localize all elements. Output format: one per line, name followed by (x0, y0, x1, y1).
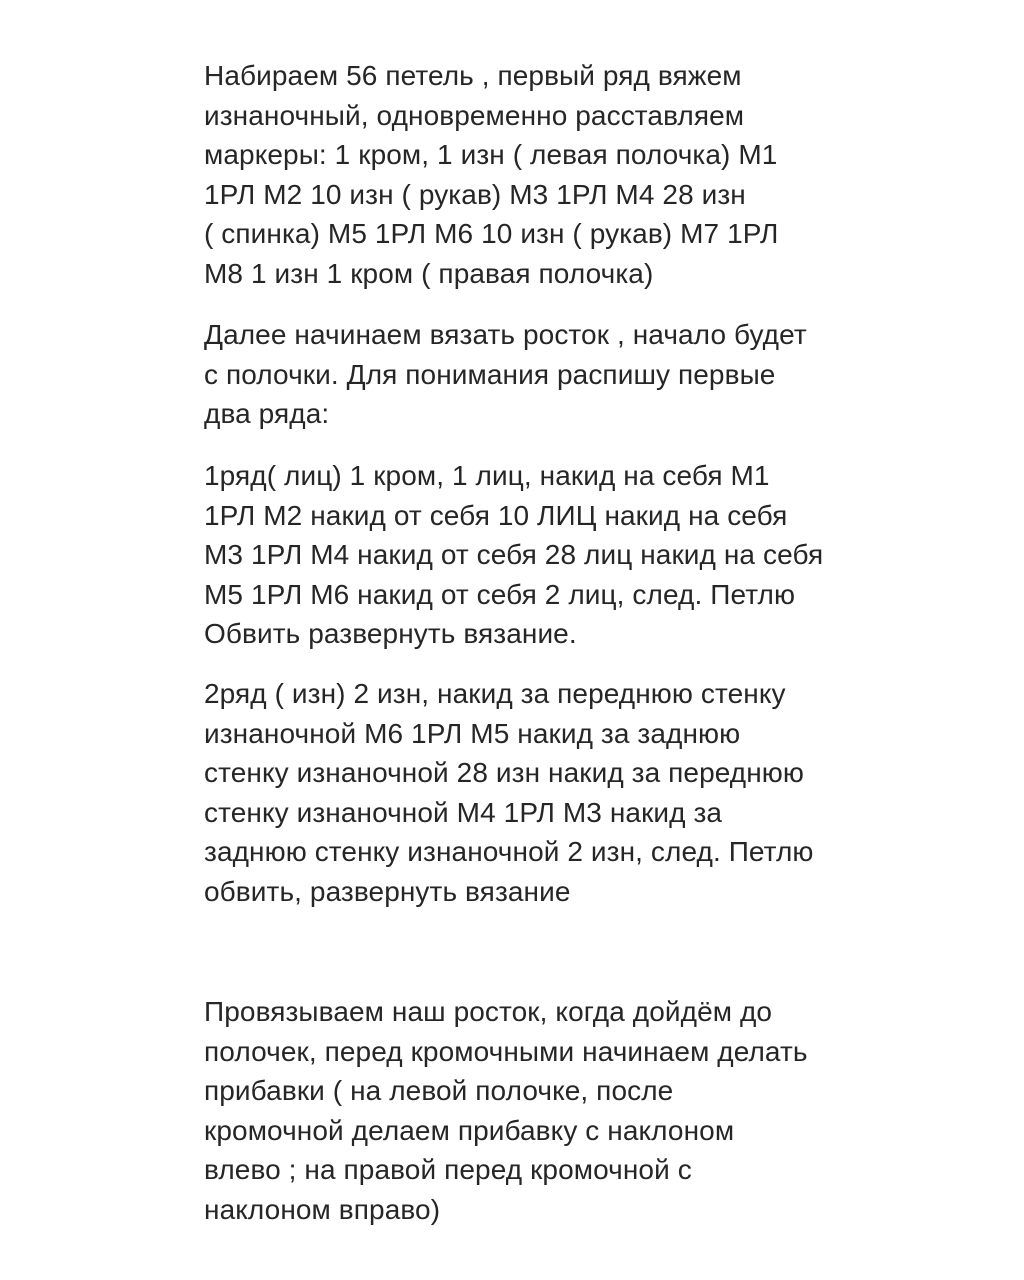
paragraph-row-1 (204, 456, 844, 654)
text-line: 2ряд ( изн) 2 изн, накид за переднюю стенку (204, 678, 786, 709)
text-line: 1РЛ М2 накид от себя 10 ЛИЦ накид на себя (204, 499, 788, 531)
text-line: с полочки. Для понимания распишу первые (204, 358, 776, 390)
text-line: маркеры: 1 кром, 1 изн ( левая полочка) М1 (204, 139, 778, 170)
text-line: Далее начинаем вязать росток , начало будет (204, 319, 807, 350)
text-line: наклоном вправо) (204, 1193, 441, 1225)
text-line: Провязываем наш росток, когда дойдём до (204, 996, 773, 1027)
text-line: 1РЛ М2 10 изн ( рукав) М3 1РЛ М4 28 изн (204, 178, 746, 210)
text-line: 1ряд( лиц) 1 кром, 1 лиц, накид на себя М1 (204, 460, 770, 491)
text-line: Набираем 56 петель , первый ряд вяжем (204, 60, 742, 91)
text-line: Обвить развернуть вязание. (204, 618, 577, 649)
text-line: кромочной делаем прибавку с наклоном (204, 1114, 735, 1146)
text-line: прибавки ( на левой полочке, после (204, 1075, 674, 1106)
paragraph-cast-on (204, 56, 844, 293)
text-line: влево ; на правой перед кромочной с (204, 1154, 692, 1185)
text-line: стенку изнаночной М4 1РЛ М3 накид за (204, 796, 723, 828)
text-line: М3 1РЛ М4 накид от себя 28 лиц накид на себя (204, 539, 824, 570)
paragraph-intro (204, 315, 844, 434)
paragraph-increases (204, 992, 844, 1229)
text-line: два ряда: (204, 398, 330, 429)
text-line: обвить, развернуть вязание (204, 875, 571, 907)
text-line: М8 1 изн 1 кром ( правая полочка) (204, 257, 654, 289)
text-line: полочек, перед кромочными начинаем делать (204, 1035, 808, 1067)
paragraph-row-2 (204, 674, 844, 911)
text-line: стенку изнаночной 28 изн накид за переднюю (204, 757, 805, 788)
text-line: ( спинка) М5 1РЛ М6 10 изн ( рукав) М7 1РЛ (204, 218, 779, 249)
text-line: изнаночной М6 1РЛ М5 накид за заднюю (204, 717, 741, 749)
text-line: заднюю стенку изнаночной 2 изн, след. Петлю (204, 836, 814, 867)
text-line: М5 1РЛ М6 накид от себя 2 лиц, след. Петлю (204, 578, 796, 610)
text-line: изнаночный, одновременно расставляем (204, 99, 745, 131)
